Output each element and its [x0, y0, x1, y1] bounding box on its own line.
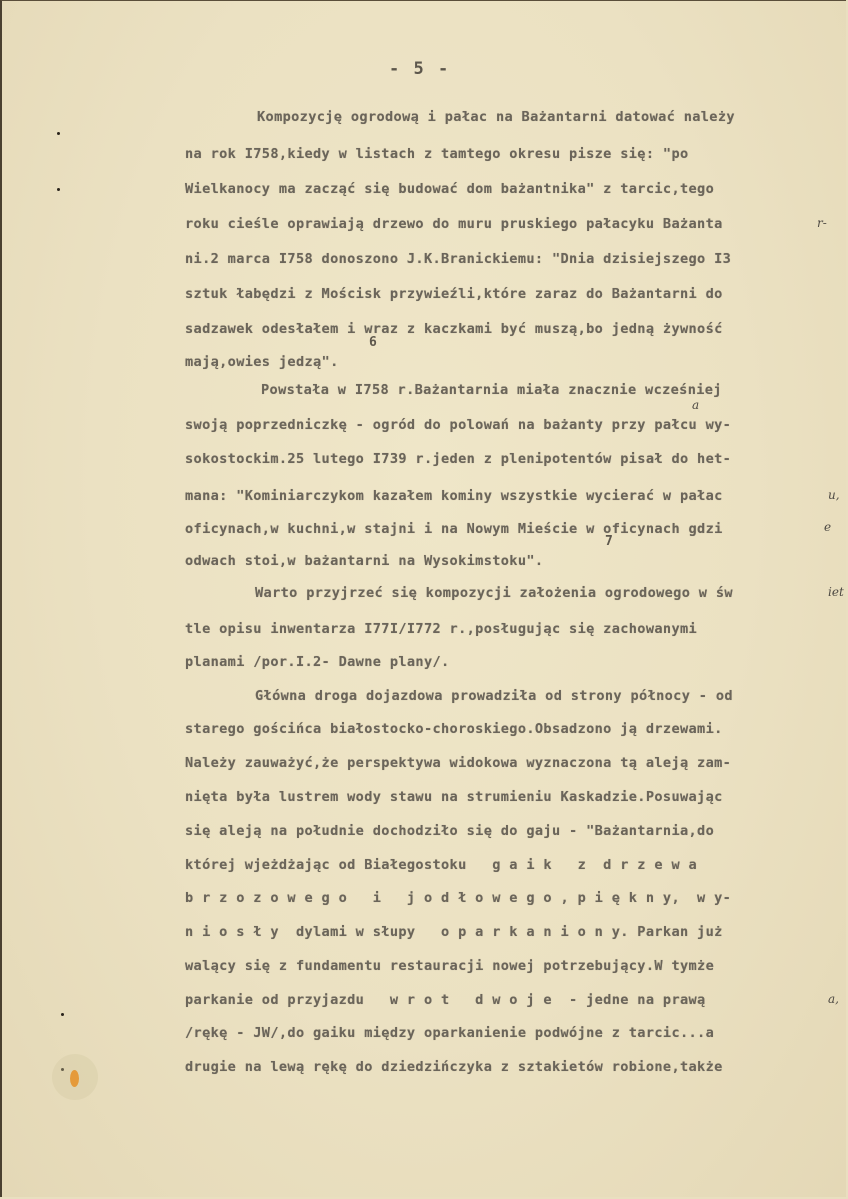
text-line: której wjeżdżając od Białegostoku g a i k z d r z e w a: [185, 857, 698, 873]
text-line: odwach stoi,w bażantarni na Wysokimstoku".: [185, 553, 544, 569]
handwritten-correction: u,: [828, 488, 840, 502]
handwritten-correction: iet: [828, 585, 844, 599]
text-line: b r z o z o w e g o i j o d ł o w e g o , p i ę k n y, w y-: [185, 890, 732, 906]
text-line: sztuk łabędzi z Mościsk przywieźli,które zaraz do Bażantarni do: [185, 286, 723, 302]
punch-hole-mark: [61, 1013, 64, 1016]
text-line: oficynach,w kuchni,w stajni i na Nowym Mieście w oficynach gdzi: [185, 521, 723, 537]
orange-stain-spot: [70, 1070, 79, 1087]
page-number: - 5 -: [389, 59, 451, 79]
text-line: drugie na lewą rękę do dziedzińczyka z sztakietów robione,także: [185, 1059, 723, 1075]
text-line: tle opisu inwentarza I77I/I772 r.,posługując się zachowanymi: [185, 621, 698, 637]
text-line: nięta była lustrem wody stawu na strumieniu Kaskadzie.Posuwając: [185, 789, 723, 805]
text-line: się aleją na południe dochodziło się do gaju - "Bażantarnia,do: [185, 823, 715, 839]
punch-hole-mark: [57, 132, 60, 135]
text-line: walący się z fundamentu restauracji nowej potrzebujący.W tymże: [185, 958, 715, 974]
punch-hole-mark: [57, 188, 60, 191]
text-line: Wielkanocy ma zacząć się budować dom bażantnika" z tarcic,tego: [185, 181, 715, 197]
text-line: mają,owies jedzą".: [185, 354, 339, 370]
text-line: roku cieśle oprawiają drzewo do muru pruskiego pałacyku Bażanta: [185, 216, 723, 232]
footnote-marker: 7: [605, 534, 613, 549]
text-line: planami /por.I.2- Dawne plany/.: [185, 654, 450, 670]
text-line: Główna droga dojazdowa prowadziła od strony północy - od: [255, 688, 733, 704]
text-line: Należy zauważyć,że perspektywa widokowa wyznaczona tą aleją zam-: [185, 755, 732, 771]
footnote-marker: 6: [369, 335, 377, 350]
text-line: sadzawek odesłałem i wraz z kaczkami być muszą,bo jedną żywność: [185, 321, 723, 337]
handwritten-correction: a,: [828, 992, 839, 1006]
text-line: sokostockim.25 lutego I739 r.jeden z plenipotentów pisał do het-: [185, 451, 732, 467]
text-line: mana: "Kominiarczykom kazałem kominy wszystkie wycierać w pałac: [185, 488, 723, 504]
text-line: /rękę - JW/,do gaiku między oparkanienie podwójne z tarcic...a: [185, 1025, 715, 1041]
text-line: starego gościńca białostocko-choroskiego.Obsadzono ją drzewami.: [185, 721, 723, 737]
text-line: n i o s ł y dylami w słupy o p a r k a n i o n y. Parkan już: [185, 924, 723, 940]
text-line: swoją poprzedniczkę - ogród do polowań na bażanty przy pałcu wy-: [185, 417, 732, 433]
text-line: na rok I758,kiedy w listach z tamtego okresu pisze się: "po: [185, 146, 689, 162]
text-line: Powstała w I758 r.Bażantarnia miała znacznie wcześniej: [261, 382, 722, 398]
handwritten-correction: a: [692, 398, 700, 412]
text-line: Kompozycję ogrodową i pałac na Bażantarni datować należy: [257, 109, 735, 125]
text-line: parkanie od przyjazdu w r o t d w o j e - jedne na prawą: [185, 992, 706, 1008]
text-line: Warto przyjrzeć się kompozycji założenia ogrodowego w św: [255, 585, 733, 601]
text-line: ni.2 marca I758 donoszono J.K.Branickiemu: "Dnia dzisiejszego I3: [185, 251, 732, 267]
handwritten-correction: r-: [817, 216, 827, 230]
handwritten-correction: e: [824, 520, 832, 534]
